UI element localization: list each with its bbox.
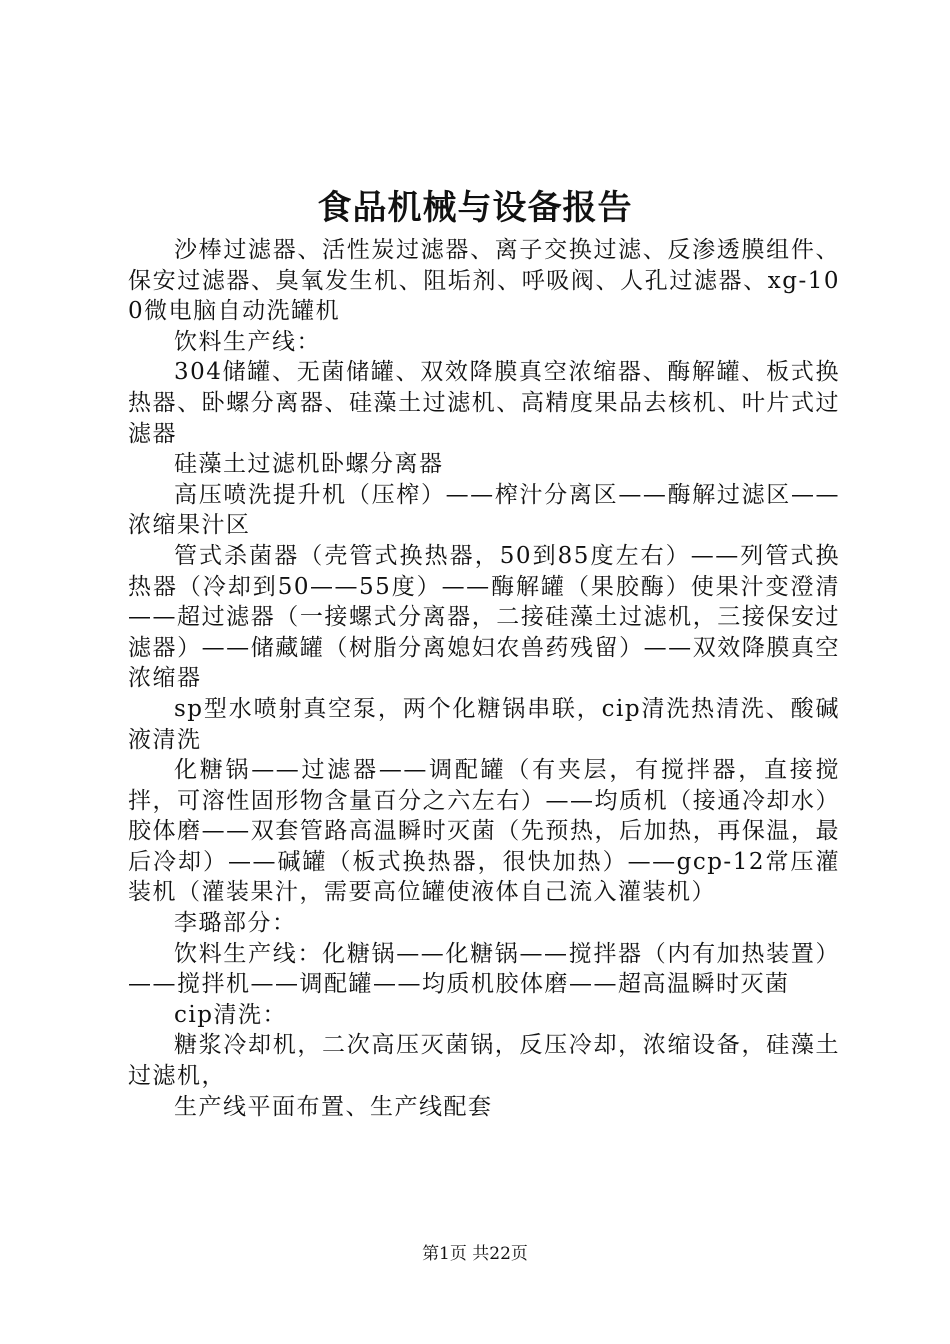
paragraph-syrup-cooling: 糖浆冷却机，二次高压灭菌锅，反压冷却，浓缩设备，硅藻土过滤机， xyxy=(128,1032,840,1090)
paragraph-tanks-equipment: 304储罐、无菌储罐、双效降膜真空浓缩器、酶解罐、板式换热器、卧螺分离器、硅藻土过滤机、高精度果品去核机、叶片式过滤器 xyxy=(128,359,840,447)
paragraph-section-heading: 李璐部分： xyxy=(174,910,297,937)
paragraph-sugar-process: 化糖锅——过滤器——调配罐（有夹层，有搅拌器，直接搅拌，可溶性固形物含量百分之六左右）——均质机（接通冷却水）胶体磨——双套管路高温瞬时灭菌（先预热，后加热，再保温，最后冷却）——碱罐（板式换热器，很快加热）——gcp-12常压灌装机（灌装果汁，需要高位罐使液体自己流入灌装机） xyxy=(128,757,840,906)
paragraph-sterilization-process: 管式杀菌器（壳管式换热器，50到85度左右）——列管式换热器（冷却到50——55度）——酶解罐（果胶酶）使果汁变澄清——超过滤器（一接螺式分离器，二接硅藻土过滤机，三接保安过滤器）——储藏罐（树脂分离媳妇农兽药残留）——双效降膜真空浓缩器 xyxy=(128,542,840,692)
paragraph-beverage-line: 饮料生产线：化糖锅——化糖锅——搅拌器（内有加热装置）——搅拌机——调配罐——均质机胶体磨——超高温瞬时灭菌 xyxy=(128,940,840,998)
document-body xyxy=(128,235,840,1122)
document-title: 食品机械与设备报告 xyxy=(317,188,633,228)
paragraph-filters: 沙棒过滤器、活性炭过滤器、离子交换过滤、反渗透膜组件、保安过滤器、臭氧发生机、阻垢剂、呼吸阀、人孔过滤器、xg-100微电脑自动洗罐机 xyxy=(128,237,840,325)
paragraph-diatomite-separator: 硅藻土过滤机卧螺分离器 xyxy=(174,451,444,478)
paragraph-layout: 生产线平面布置、生产线配套 xyxy=(174,1093,493,1120)
paragraph-cip-heading: cip清洗： xyxy=(174,1001,287,1028)
paragraph-juice-process: 高压喷洗提升机（压榨）——榨汁分离区——酶解过滤区——浓缩果汁区 xyxy=(128,481,840,539)
paragraph-vacuum-pump: sp型水喷射真空泵，两个化糖锅串联，cip清洗热清洗、酸碱液清洗 xyxy=(128,695,840,753)
page-indicator: 第1页 共22页 xyxy=(422,1244,528,1264)
paragraph-beverage-line-heading: 饮料生产线： xyxy=(174,328,321,355)
